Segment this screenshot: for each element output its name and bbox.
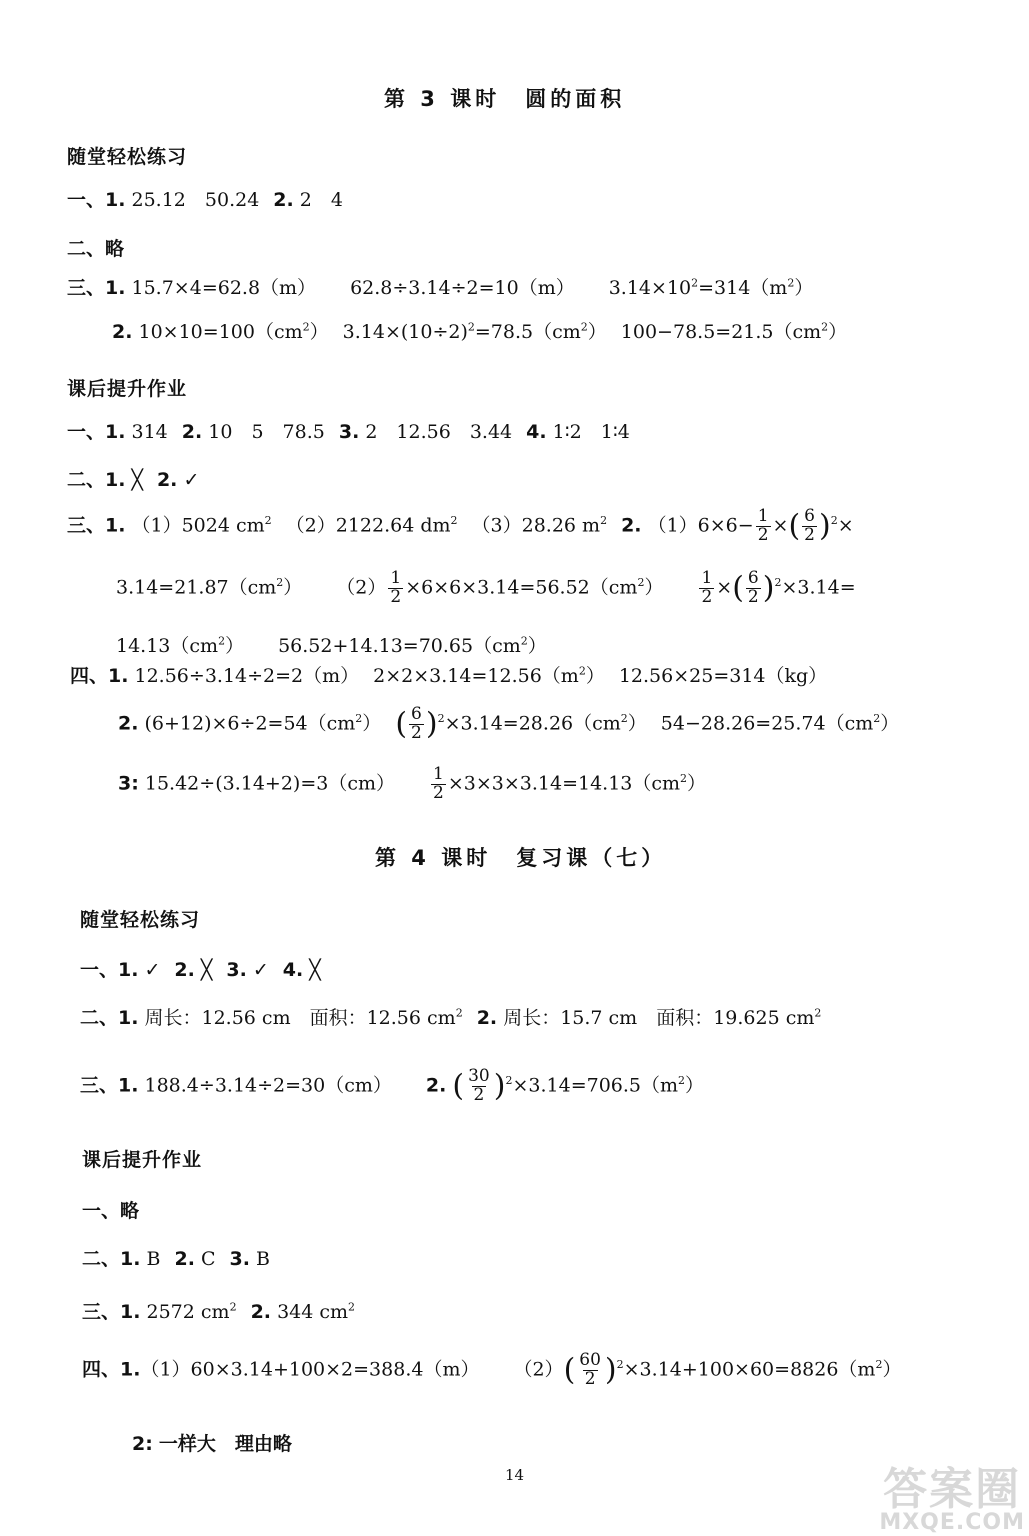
lesson3-s2: 二、略: [67, 238, 125, 260]
lesson3-s1: 一、1. 25.12 50.24 2. 2 4: [67, 189, 343, 211]
lesson4-h2: 二、1. B 2. C 3. B: [82, 1248, 270, 1270]
lesson4-h1: 一、略: [82, 1200, 140, 1222]
cross-mark-icon: ╳: [131, 469, 143, 491]
lesson3-title: 第 3 课时 圆的面积: [384, 87, 626, 111]
fraction-six-halves: $\frac{6}{2}$: [411, 704, 422, 743]
lesson4-section-class-practice: 随堂轻松练习: [80, 909, 201, 931]
check-mark-icon: ✓: [183, 469, 200, 491]
lesson4-s1: 一、1. ✓ 2. ╳ 3. ✓ 4. ╳: [80, 959, 321, 981]
fraction-one-half: $\frac{1}{2}$: [390, 568, 402, 607]
watermark-url: MXQE.COM: [879, 1510, 1025, 1535]
check-mark-icon: ✓: [144, 959, 161, 981]
lesson3-s3-2: 2. $10\times 10=100(cm^2)$ $3.14\times(10\div 2)^2=78.5(cm^2)$ $100-78.5=21.5(cm^2)$: [112, 320, 848, 343]
lesson4-h3: 三、1. 2572 $cm^2$ 2. 344 $cm^2$: [82, 1300, 356, 1323]
lesson4-s3: 三、1. 188.4÷3.14÷2=30（cm） 2. ( $\frac{30}{2}$ )$^2\times 3.14=706.5(m^2)$: [80, 1066, 705, 1105]
lesson3-section-class-practice: 随堂轻松练习: [67, 146, 188, 168]
lesson3-h4-2: 2. $(6+12)\times 6\div 2=54(cm^2)$ ( $\frac{6}{2}$ )$^2\times 3.14=28.26(cm^2)$ $54-28.26=25.74(cm^2)$: [118, 704, 900, 743]
lesson4-section-homework: 课后提升作业: [82, 1149, 203, 1171]
fraction-six-halves: $\frac{6}{2}$: [747, 568, 759, 607]
cross-mark-icon: ╳: [309, 959, 321, 981]
lesson4-h4-2: 2: 一样大 理由略: [132, 1433, 292, 1455]
cross-mark-icon: ╳: [200, 959, 213, 981]
page-number: 14: [505, 1466, 525, 1484]
fraction-six-halves: $\frac{6}{2}$: [804, 506, 815, 545]
lesson3-section-homework: 课后提升作业: [67, 378, 188, 400]
lesson3-h3-line1: 三、1. （1）5024 $cm^2$ （2）2122.64 $dm^2$ （3）28.26 $m^2$ 2. （1）6×6− $\frac{1}{2}$ ×( $\frac{6}{2}$ )$^2$×: [67, 506, 854, 545]
lesson4-s2: 二、1. 周长：12.56 cm 面积：12.56 $cm^2$ 2. 周长：15.7 cm 面积：19.625 $cm^2$: [80, 1006, 822, 1029]
watermark-brand: 答案圈: [883, 1464, 1022, 1515]
lesson4-h4-1: 四、1.（1）60×3.14+100×2=388.4（m） （2）( $\frac{60}{2}$ )$^2\times 3.14+100\times 60=8826(m^2)$: [82, 1350, 902, 1389]
lesson3-h3-line2: $3.14=21.87(cm^2)$ （2） $\frac{1}{2}$ $\times 6\times 6\times 3.14=56.52(cm^2)$ $\frac{1}{2}$ ×( $\frac{6}{2}$ )$^2$×3.14=: [116, 568, 856, 607]
lesson3-s3-1: 三、1. 15.7×4=62.8（m） 62.8÷3.14÷2=10（m） $3.14\times 10^2=314(m^2)$: [67, 276, 814, 299]
watermark-logo: [879, 1464, 1025, 1535]
lesson3-h1: 一、1. 314 2. 10 5 78.5 3. 2 12.56 3.44 4. 1∶2 1∶4: [67, 421, 630, 443]
check-mark-icon: ✓: [252, 959, 269, 981]
fraction-sixty-halves: $\frac{60}{2}$: [579, 1350, 601, 1389]
fraction-thirty-halves: $\frac{30}{2}$: [468, 1066, 490, 1105]
lesson3-h3-line3: $14.13(cm^2)$ $56.52+14.13=70.65(cm^2)$: [116, 634, 547, 657]
lesson3-h4-3: 3: 15.42÷(3.14+2)=3（cm） $\frac{1}{2}$ $\times 3\times 3\times 3.14=14.13(cm^2)$: [118, 764, 707, 803]
fraction-one-half: $\frac{1}{2}$: [701, 568, 713, 607]
fraction-one-half: $\frac{1}{2}$: [433, 764, 444, 803]
lesson4-title: 第 4 课时 复习课（七）: [375, 846, 667, 870]
fraction-one-half: $\frac{1}{2}$: [757, 506, 769, 545]
lesson3-h4-1: 四、1. 12.56÷3.14÷2=2（m） $2\times 2\times 3.14=12.56(m^2)$ 12.56×25=314（kg）: [70, 664, 828, 687]
lesson3-h2: 二、1. ╳ 2. ✓: [67, 469, 200, 491]
